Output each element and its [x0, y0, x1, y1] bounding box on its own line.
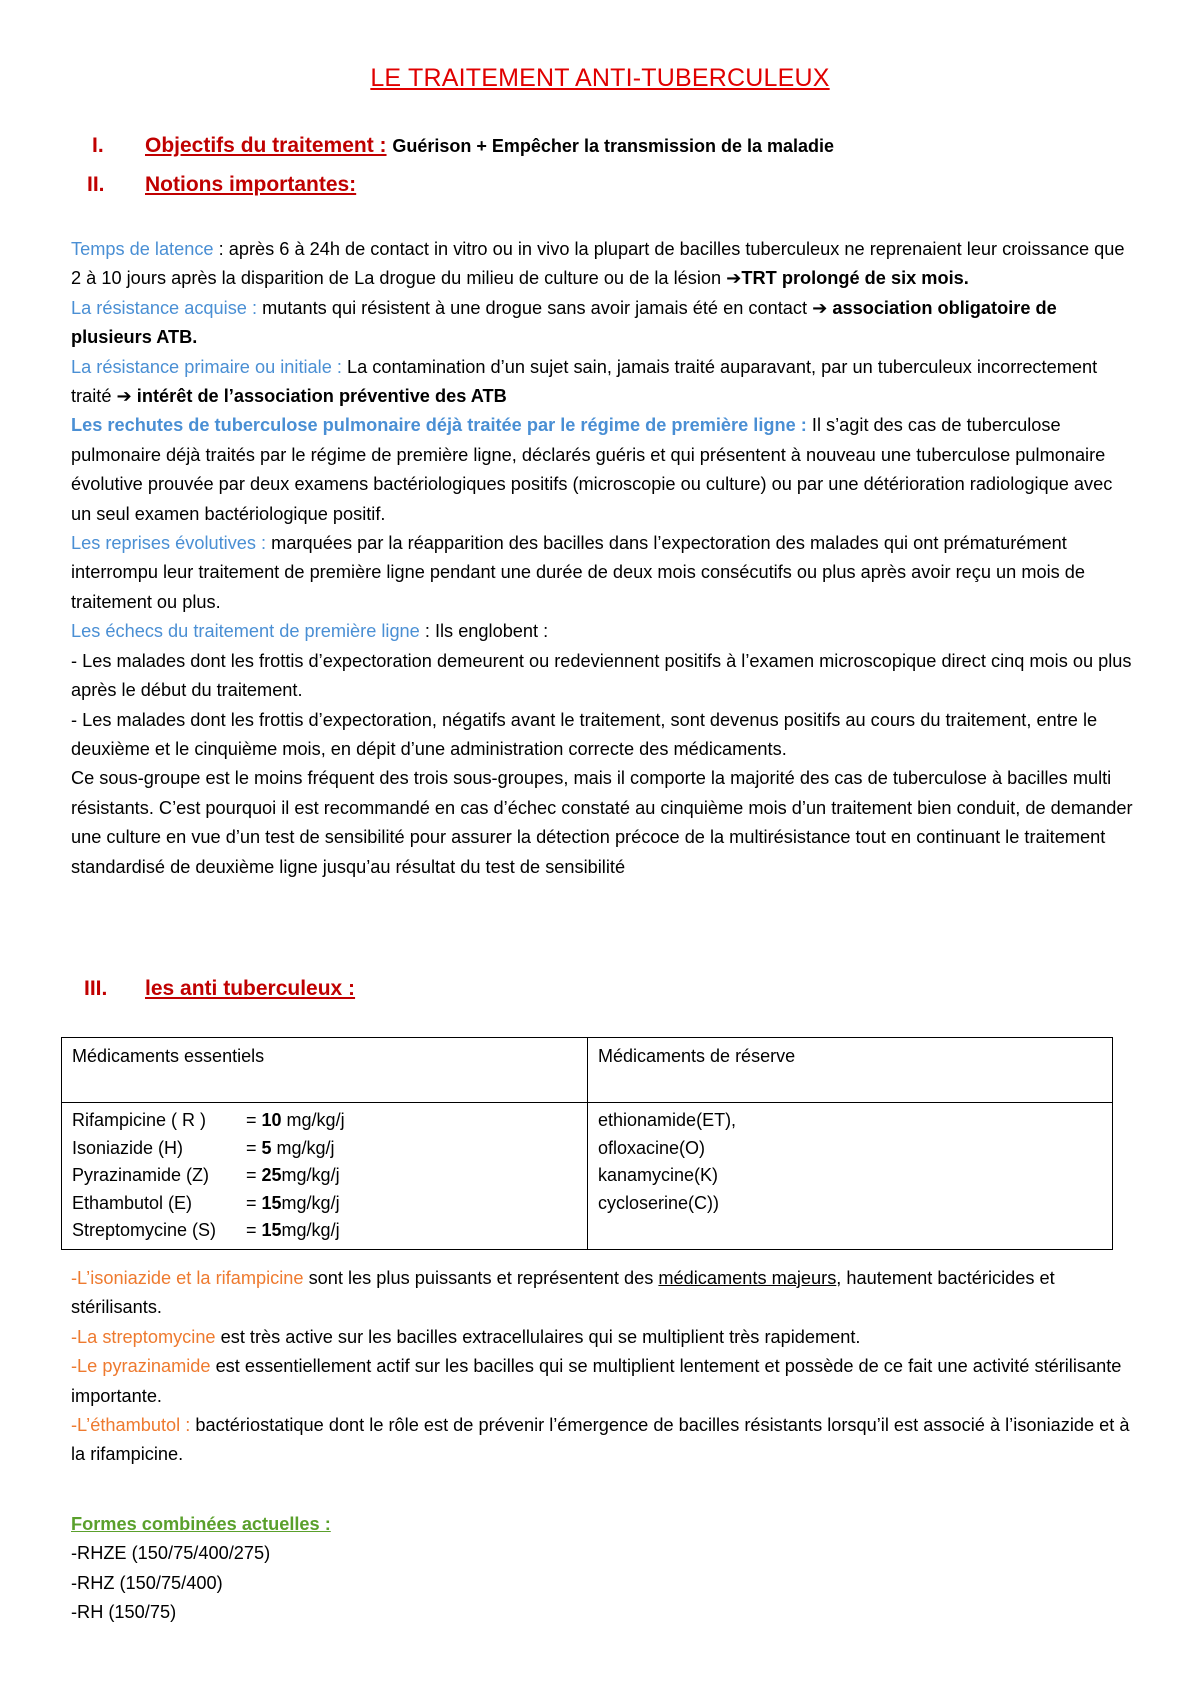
reserve-drug: ofloxacine(O) [598, 1137, 706, 1158]
notion-label: Les échecs du traitement de première ligne [71, 621, 420, 642]
notion-text: : Ils englobent : [419, 621, 549, 642]
notion-rechutes [71, 411, 1135, 529]
notion-label: Temps de latence [71, 239, 214, 259]
drug-note-label: -L’isoniazide et la rifampicine [71, 1268, 304, 1288]
section-heading: les anti tuberculeux : [145, 977, 356, 1000]
drug-notes [71, 1264, 1135, 1470]
drug-dose: 15 [261, 1220, 282, 1240]
equals-sign: = [246, 1220, 262, 1240]
drug-dose: 5 [261, 1137, 272, 1158]
section-number: III. [84, 977, 108, 1000]
drug-dose: 15 [261, 1192, 282, 1213]
drug-note-text: sont les plus puissants et représentent des [303, 1268, 659, 1288]
drug-name: Ethambutol (E) [72, 1192, 193, 1213]
drug-note [71, 1323, 1135, 1352]
forme-item: -RH (150/75) [71, 1602, 177, 1623]
drug-name: Streptomycine (S) [72, 1220, 217, 1240]
drug-name: Pyrazinamide (Z) [72, 1165, 210, 1185]
notion-text: mutants qui résistent à une drogue sans avoir jamais été en contact [257, 297, 813, 318]
notion-text: marquées par la réapparition des bacilles dans l’expectoration des malades qui ont prématurément interrompu leur traitement de première ligne pendant une durée de deux mois consécutifs ou plus après avoir reçu un mois de traitement ou plus. [71, 533, 1086, 612]
notion-echec-2: - Les malades dont les frottis d’expectoration, négatifs avant le traitement, sont devenus positifs au cours du traitement, entre le deuxième et le cinquième mois, en dépit d’une administration correcte des médicaments. [71, 709, 1098, 759]
reserve-cell [588, 1103, 1113, 1250]
formes-combinees [71, 1510, 1135, 1628]
drug-unit: mg/kg/j [281, 1165, 340, 1185]
forme-item: -RHZE (150/75/400/275) [71, 1543, 271, 1564]
drug-note-label: -Le pyrazinamide [71, 1356, 211, 1377]
arrow-icon: ➔ [116, 386, 132, 407]
drug-line [72, 1162, 577, 1190]
drug-unit: mg/kg/j [271, 1137, 335, 1158]
drug-note [71, 1264, 1135, 1323]
arrow-icon: ➔ [812, 297, 828, 318]
notion-conclusion: association obligatoire de plusieurs ATB. [71, 297, 1057, 348]
drug-unit: mg/kg/j [281, 1220, 340, 1240]
drugs-table [61, 1037, 1113, 1250]
drug-unit: mg/kg/j [281, 1192, 340, 1213]
notion-reprises [71, 529, 1135, 617]
section-heading: Notions importantes: [145, 173, 357, 196]
notion-text: : après 6 à 24h de contact in vitro ou in vivo la plupart de bacilles tuberculeux ne reprenaient leur croissance que 2 à 10 jours après la disparition de La drogue du milieu de culture ou de la lésion [71, 239, 1125, 289]
drug-note [71, 1352, 1135, 1411]
drug-name: Rifampicine ( R ) [72, 1110, 207, 1130]
drug-line [72, 1135, 577, 1163]
equals-sign: = [246, 1110, 262, 1130]
drug-note-label: -La streptomycine [71, 1326, 216, 1347]
equals-sign: = [246, 1165, 262, 1185]
equals-sign: = [246, 1192, 262, 1213]
drug-unit: mg/kg/j [281, 1110, 345, 1130]
drug-note-text: est très active sur les bacilles extracellulaires qui se multiplient très rapidement. [215, 1326, 861, 1347]
drug-dose: 25 [261, 1165, 282, 1185]
document-title: LE TRAITEMENT ANTI-TUBERCULEUX [370, 64, 830, 92]
drug-dose: 10 [261, 1110, 282, 1130]
notion-conclusion: TRT prolongé de six mois. [741, 268, 969, 289]
reserve-drug: kanamycine(K) [598, 1165, 719, 1185]
table-row [62, 1103, 1113, 1250]
drug-line [72, 1190, 577, 1218]
notion-conclusion: intérêt de l’association préventive des ATB [131, 386, 507, 407]
drug-note [71, 1411, 1135, 1470]
drug-note-emphasis: médicaments majeurs [658, 1268, 837, 1288]
drug-line [72, 1107, 577, 1135]
formes-heading: Formes combinées actuelles : [71, 1514, 331, 1534]
notion-text: Il s’agit des cas de tuberculose pulmonaire déjà traités par le régime de première ligne, déclarés guéris et qui présentent à nouveau une tuberculose pulmonaire évolutive prouvée par deux examens bactériologiques positifs (microscopie ou culture) ou par une détérioration radiologique avec un seul examen bactériologique positif. [71, 415, 1113, 524]
table-header-row [62, 1038, 1113, 1103]
essentiels-cell [62, 1103, 588, 1250]
table-header-cell: Médicaments essentiels [62, 1038, 588, 1103]
drug-note-text: bactériostatique dont le rôle est de prévenir l’émergence de bacilles résistants lorsqu’il est associé à l’isoniazide et à la rifampicine. [71, 1415, 1130, 1465]
equals-sign: = [246, 1137, 262, 1158]
reserve-drug: cycloserine(C)) [598, 1192, 720, 1213]
section-objectifs-text: Guérison + Empêcher la transmission de la maladie [392, 136, 835, 156]
notion-label: La résistance acquise : [71, 297, 258, 318]
table-header-cell: Médicaments de réserve [588, 1038, 1113, 1103]
notion-latence [71, 235, 1135, 294]
drug-note-label: -L’éthambutol : [71, 1415, 191, 1436]
drug-note-text: , hautement bactéricides et stérilisants. [71, 1268, 1055, 1318]
drug-note-text: est essentiellement actif sur les bacilles qui se multiplient lentement et possède de ce fait une activité stérilisante importante. [71, 1356, 1122, 1406]
notion-echecs [71, 617, 1135, 646]
notions-body [71, 235, 1135, 882]
notion-text: La contamination d’un sujet sain, jamais traité auparavant, par un tuberculeux incorrectement traité [71, 356, 1098, 407]
section-number: I. [92, 134, 104, 157]
notion-label: Les reprises évolutives : [71, 533, 267, 554]
arrow-icon: ➔ [726, 268, 742, 289]
notion-acquise [71, 294, 1135, 353]
forme-item: -RHZ (150/75/400) [71, 1572, 223, 1593]
drug-name: Isoniazide (H) [72, 1137, 184, 1158]
notion-sousgroupe: Ce sous-groupe est le moins fréquent des trois sous-groupes, mais il comporte la majorité des cas de tuberculose à bacilles multi résistants. C’est pourquoi il est recommandé en cas d’échec constaté au cinquième mois d’un traitement bien conduit, de demander une culture en vue d’un test de sensibilité pour assurer la détection précoce de la multirésistance tout en continuant le traitement standardisé de deuxième ligne jusqu’au résultat du test de sensibilité [71, 768, 1133, 877]
section-heading: Objectifs du traitement : [145, 134, 387, 157]
notion-label: Les rechutes de tuberculose pulmonaire déjà traitée par le régime de première ligne : [71, 415, 807, 436]
reserve-drug: ethionamide(ET), [598, 1110, 737, 1130]
notion-echec-1: - Les malades dont les frottis d’expectoration demeurent ou redeviennent positifs à l’examen microscopique direct cinq mois ou plus après le début du traitement. [71, 650, 1132, 701]
notion-label: La résistance primaire ou initiale : [71, 356, 342, 377]
notion-primaire [71, 353, 1135, 412]
drug-line [72, 1217, 577, 1245]
section-number: II. [87, 173, 105, 196]
